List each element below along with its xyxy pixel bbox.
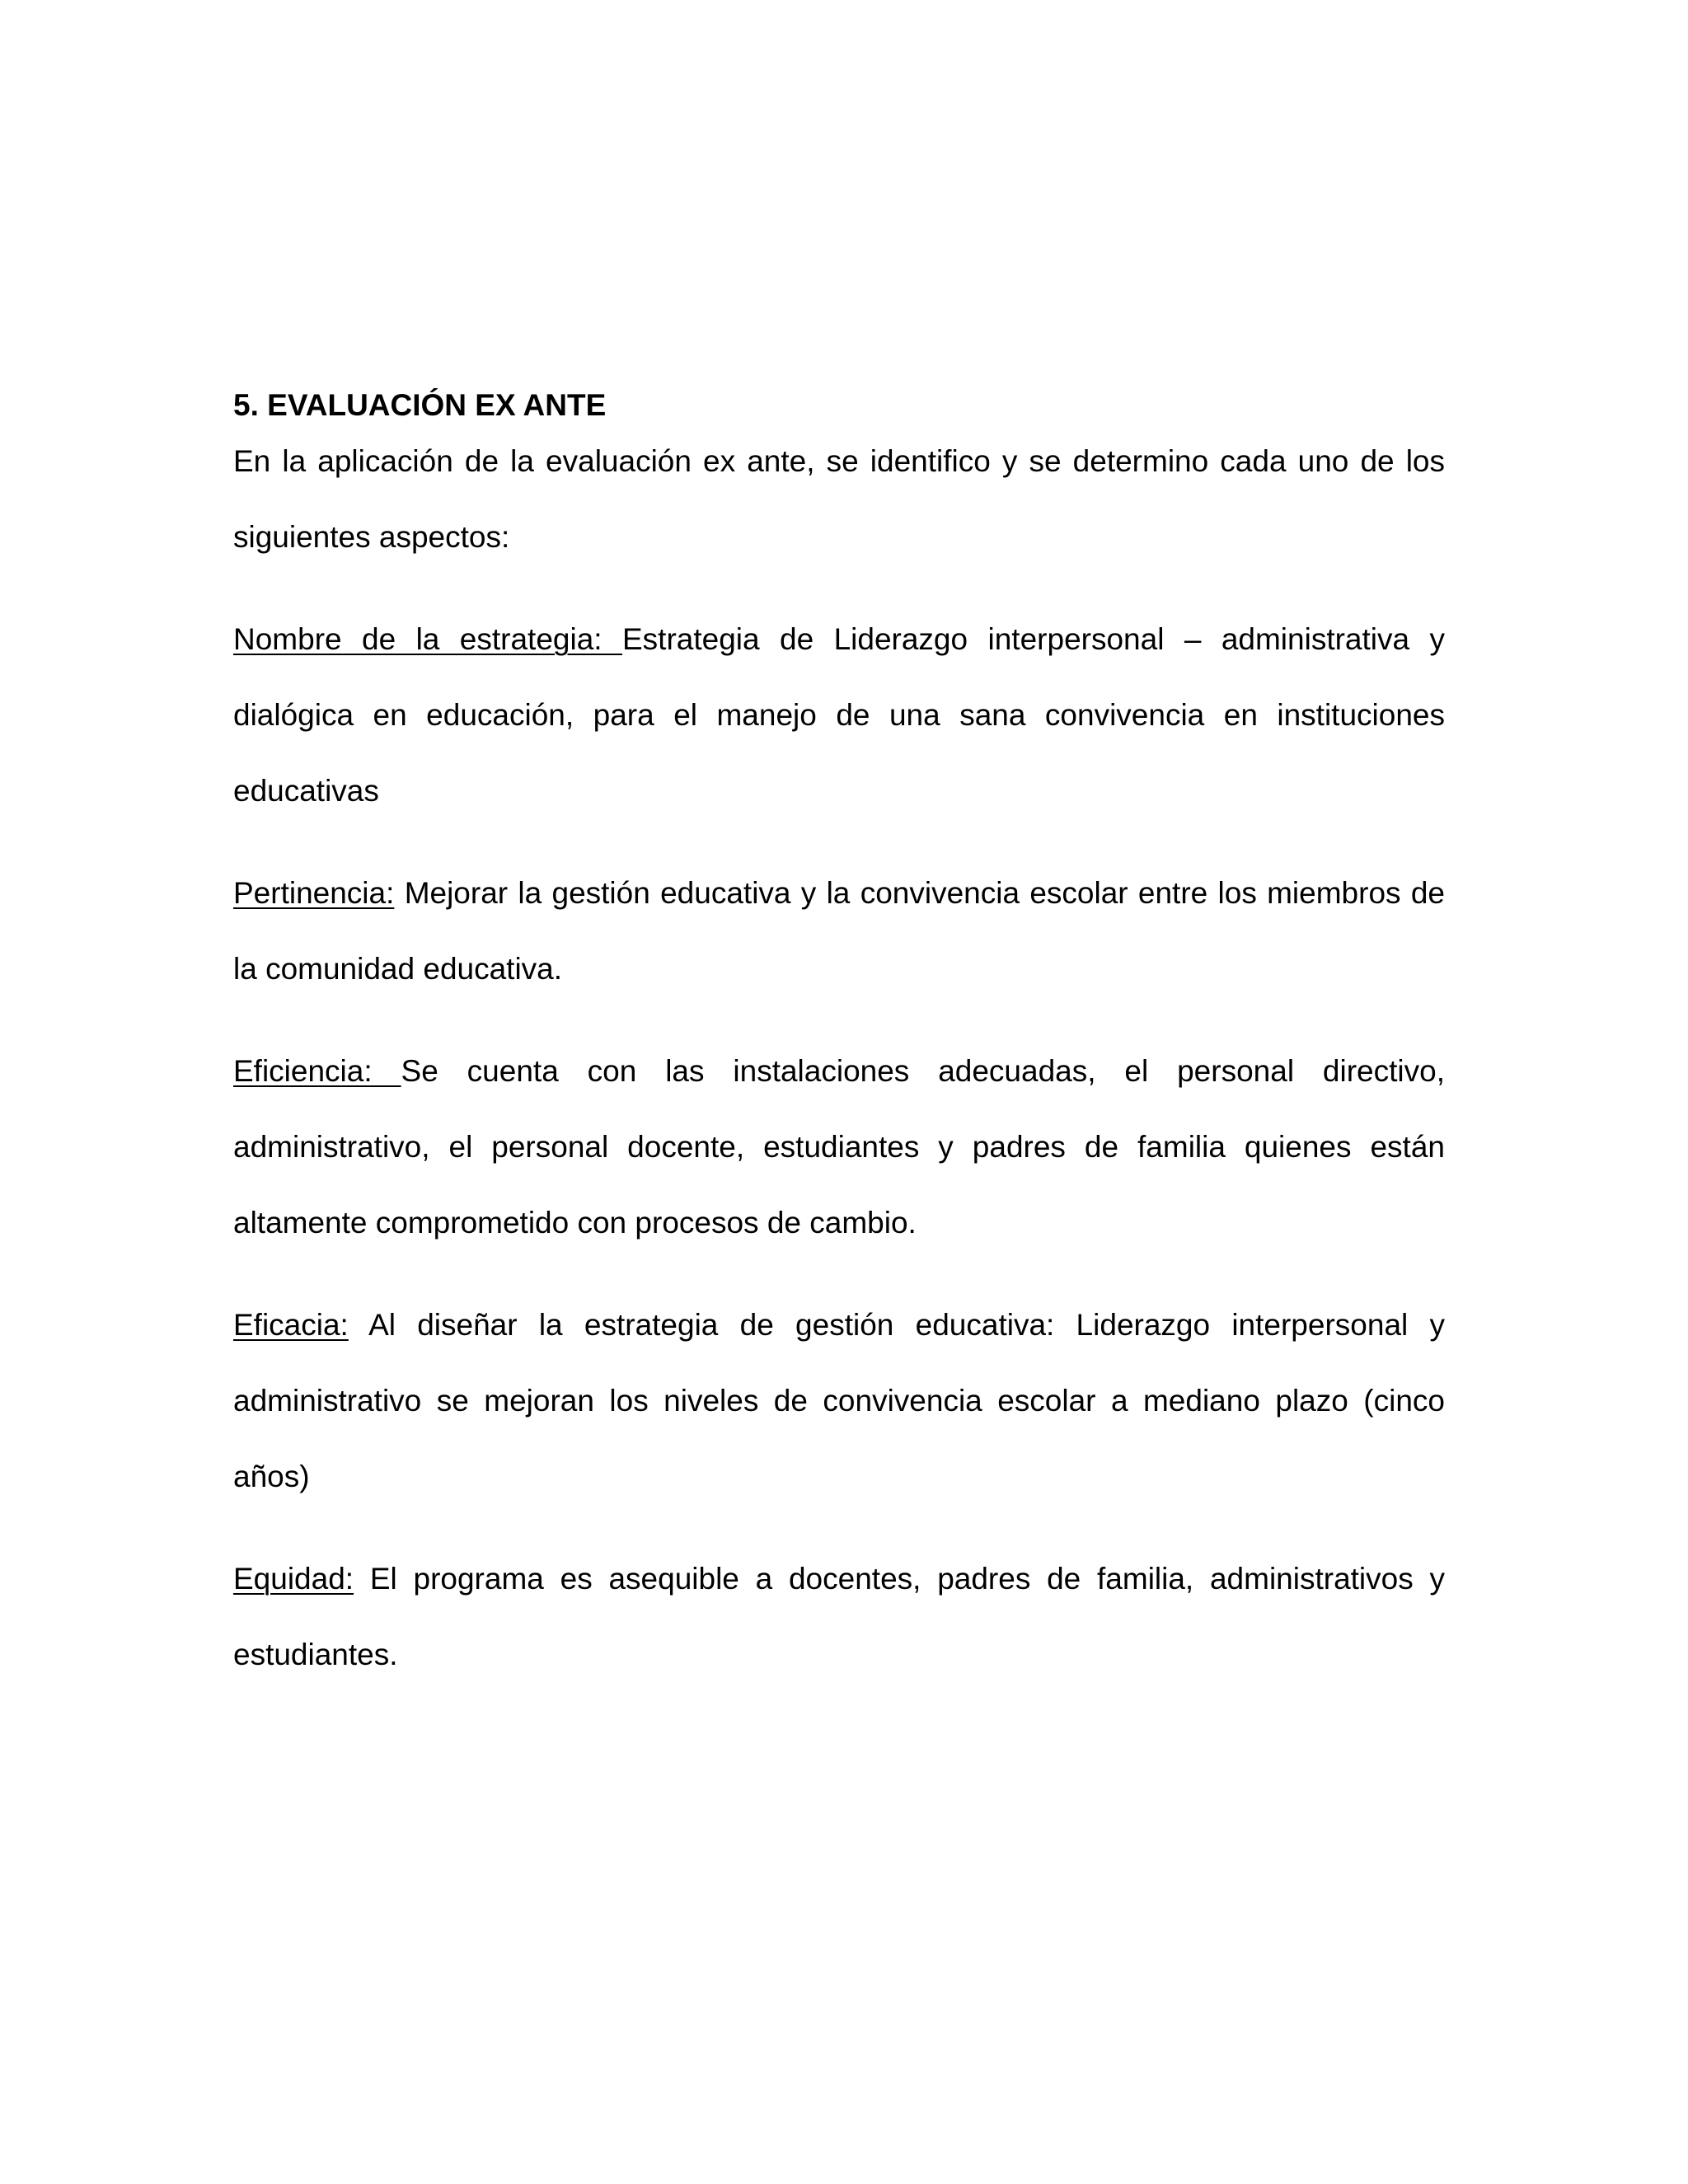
- term-label: Pertinencia:: [233, 876, 395, 911]
- item-strategy-name: [233, 602, 1445, 829]
- item-efficiency: [233, 1033, 1445, 1261]
- term-description: Mejorar la gestión educativa y la convivencia escolar entre los miembros de la comunidad educativa.: [233, 876, 1445, 987]
- item-pertinence: [233, 855, 1445, 1007]
- term-label: Nombre de la estrategia:: [233, 622, 622, 657]
- intro-paragraph: En la aplicación de la evaluación ex ante, se identifico y se determino cada uno de los siguientes aspectos:: [233, 444, 1445, 555]
- item-equity: [233, 1541, 1445, 1693]
- item-efficacy: [233, 1287, 1445, 1515]
- term-description: Se cuenta con las instalaciones adecuadas, el personal directivo, administrativo, el personal docente, estudiantes y padres de familia quienes están altamente comprometido con procesos de cambio.: [233, 1054, 1445, 1240]
- term-description: El programa es asequible a docentes, padres de familia, administrativos y estudiantes.: [233, 1562, 1445, 1672]
- term-label: Equidad:: [233, 1562, 354, 1596]
- document-page: [233, 387, 1445, 1719]
- section-heading: 5. EVALUACIÓN EX ANTE: [233, 388, 607, 422]
- term-label: Eficiencia:: [233, 1054, 401, 1089]
- term-label: Eficacia:: [233, 1308, 349, 1343]
- term-description: Al diseñar la estrategia de gestión educativa: Liderazgo interpersonal y administrativo se mejoran los niveles de convivencia escolar a mediano plazo (cinco años): [233, 1308, 1445, 1494]
- term-description: Estrategia de Liderazgo interpersonal – administrativa y dialógica en educación, para el manejo de una sana convivencia en instituciones educativas: [233, 622, 1446, 808]
